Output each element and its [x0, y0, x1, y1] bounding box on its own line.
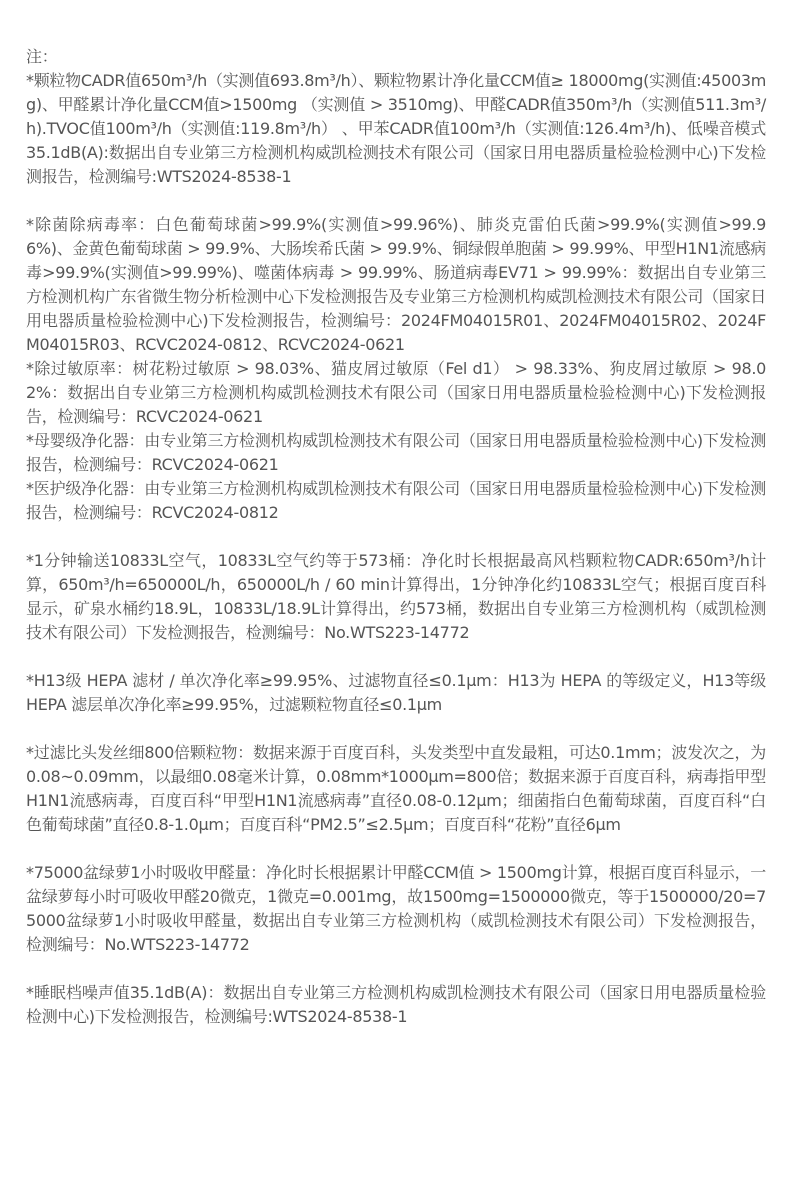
note-hair-comparison: *过滤比头发丝细800倍颗粒物：数据来源于百度百科，头发类型中直发最粗，可达0.1mm；波发次之，为0.08~0.09mm，以最细0.08毫米计算，0.08mm*1000μm=800倍；数据来源于百度百科，病毒指甲型H1N1流感病毒，百度百科“甲型H1N1流感病毒”直径0.08-0.12μm；细菌指白色葡萄球菌，百度百科“白色葡萄球菌”直径0.8-1.0μm；百度百科“PM2.5”≤2.5μm；百度百科“花粉”直径6μm — [26, 743, 766, 834]
note-sterilization-rate: *除菌除病毒率：白色葡萄球菌>99.9%(实测值>99.96%)、肺炎克雷伯氏菌>99.9%(实测值>99.96%)、金黄色葡萄球菌 > 99.9%、大肠埃希氏菌 > 99.9%、铜绿假单胞菌 > 99.99%、甲型H1N1流感病毒>99.9%(实测值>99.99%)、噬菌体病毒 > 99.99%、肠道病毒EV71 > 99.99%：数据出自专业第三方检测机构广东省微生物分析检测中心下发检测报告及专业第三方检测机构威凯检测技术有限公司（国家日用电器质量检验检测中心)下发检测报告，检测编号：2024FM04015R01、2024FM04015R02、2024FM04015R03、RCVC2024-0812、RCVC2024-0621 — [26, 215, 766, 354]
note-pothos-formaldehyde: *75000盆绿萝1小时吸收甲醛量：净化时长根据累计甲醛CCM值 > 1500mg计算，根据百度百科显示，一盆绿萝每小时可吸收甲醛20微克，1微克=0.001mg，故1500mg=1500000微克，等于1500000/20=75000盆绿萝1小时吸收甲醛量，数据出自专业第三方检测机构（威凯检测技术有限公司）下发检测报告，检测编号：No.WTS223-14772 — [26, 863, 766, 954]
note-maternal-infant-grade: *母婴级净化器：由专业第三方检测机构威凯检测技术有限公司（国家日用电器质量检验检测中心)下发检测报告，检测编号：RCVC2024-0621 — [26, 431, 766, 474]
section-spacer — [26, 645, 766, 669]
note-allergen-removal: *除过敏原率：树花粉过敏原 > 98.03%、猫皮屑过敏原（Fel d1） > 98.33%、狗皮屑过敏原 > 98.02%：数据出自专业第三方检测机构威凯检测技术有限公司（国家日用电器质量检验检测中心)下发检测报告，检测编号：RCVC2024-0621 — [26, 359, 766, 426]
note-particulate-cadr: *颗粒物CADR值650m³/h（实测值693.8m³/h）、颗粒物累计净化量CCM值≥ 18000mg(实测值:45003mg)、甲醛累计净化量CCM值>1500mg （实测值 > 3510mg)、甲醛CADR值350m³/h（实测值511.3m³/h).TVOC值100m³/h（实测值:119.8m³/h） 、甲苯CADR值100m³/h（实测值:126.4m³/h)、低噪音模式35.1dB(A):数据出自专业第三方检测机构威凯检测技术有限公司（国家日用电器质量检验检测中心)下发检测报告，检测编号:WTS2024-8538-1 — [26, 71, 766, 186]
section-spacer — [26, 189, 766, 213]
disclaimer-notes — [26, 45, 766, 1029]
section-spacer — [26, 717, 766, 741]
note-sleep-noise: *睡眠档噪声值35.1dB(A)：数据出自专业第三方检测机构威凯检测技术有限公司（国家日用电器质量检验检测中心)下发检测报告，检测编号:WTS2024-8538-1 — [26, 983, 766, 1026]
section-spacer — [26, 837, 766, 861]
section-spacer — [26, 525, 766, 549]
section-spacer — [26, 957, 766, 981]
note-h13-hepa: *H13级 HEPA 滤材 / 单次净化率≥99.95%、过滤物直径≤0.1μm：H13为 HEPA 的等级定义，H13等级 HEPA 滤层单次净化率≥99.95%，过滤颗粒物直径≤0.1μm — [26, 671, 766, 714]
note-air-delivery: *1分钟输送10833L空气，10833L空气约等于573桶：净化时长根据最高风档颗粒物CADR:650m³/h计算，650m³/h=650000L/h，650000L/h / 60 min计算得出，1分钟净化约10833L空气；根据百度百科显示，矿泉水桶约18.9L，10833L/18.9L计算得出，约573桶，数据出自专业第三方检测机构（威凯检测技术有限公司）下发检测报告，检测编号：No.WTS223-14772 — [26, 551, 766, 642]
note-medical-grade: *医护级净化器：由专业第三方检测机构威凯检测技术有限公司（国家日用电器质量检验检测中心)下发检测报告，检测编号：RCVC2024-0812 — [26, 479, 766, 522]
notes-heading: 注： — [26, 47, 58, 66]
